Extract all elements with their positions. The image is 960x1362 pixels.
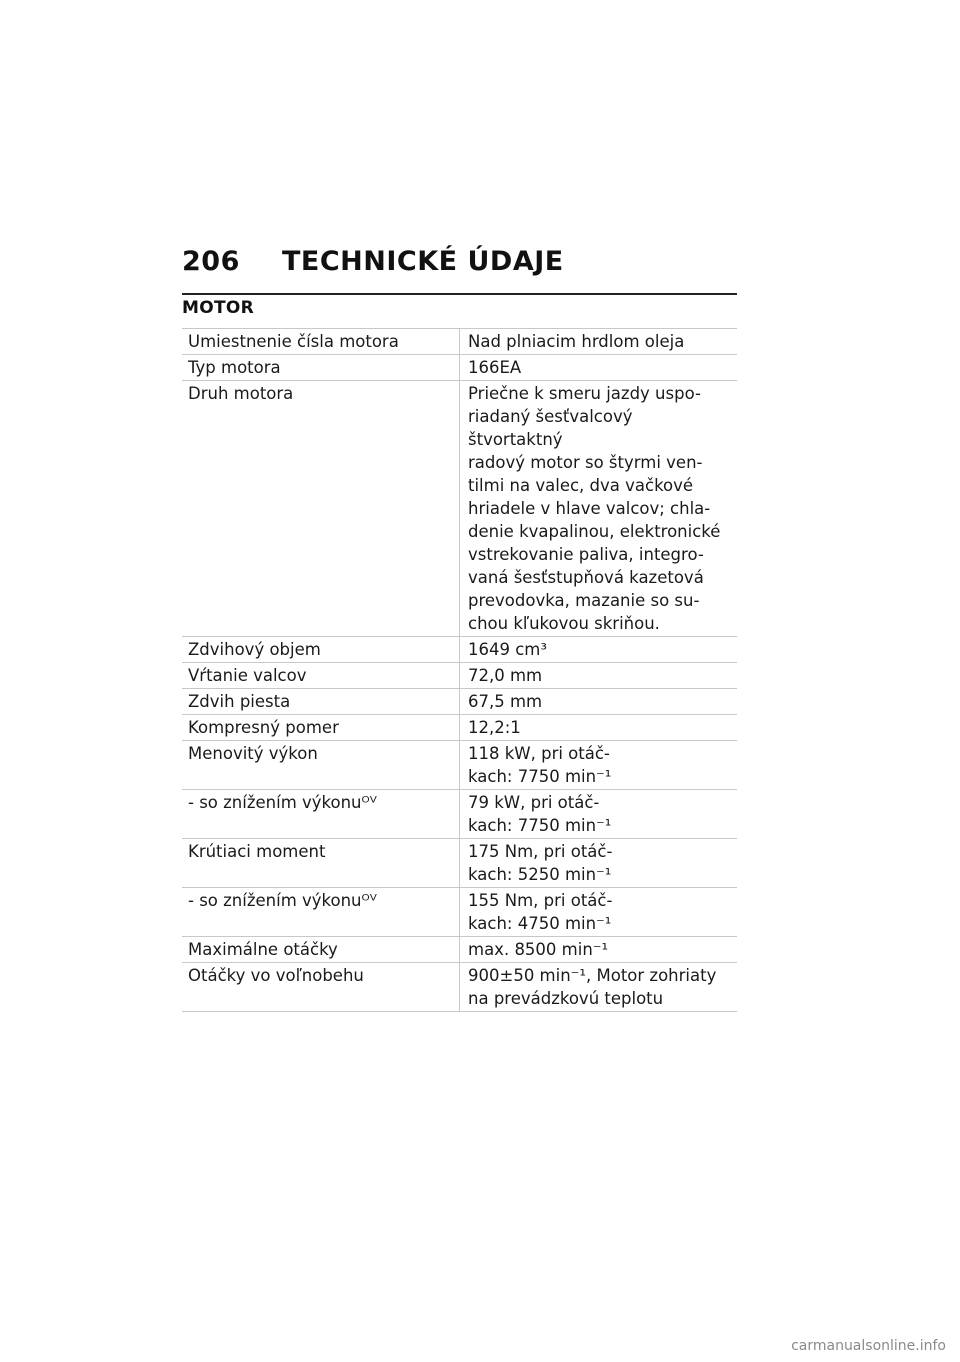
spec-table-body bbox=[182, 329, 737, 1012]
spec-label: - so znížením výkonuᴼⱽ bbox=[182, 888, 460, 937]
spec-value: 155 Nm, pri otáč- kach: 4750 min⁻¹ bbox=[460, 888, 738, 937]
table-row bbox=[182, 888, 737, 937]
table-row bbox=[182, 689, 737, 715]
spec-label: Vŕtanie valcov bbox=[182, 663, 460, 689]
spec-label: Krútiaci moment bbox=[182, 839, 460, 888]
spec-label: Otáčky vo voľnobehu bbox=[182, 963, 460, 1012]
page-header bbox=[182, 246, 737, 277]
table-row bbox=[182, 790, 737, 839]
watermark: carmanualsonline.info bbox=[791, 1338, 946, 1354]
table-row bbox=[182, 329, 737, 355]
spec-label: Kompresný pomer bbox=[182, 715, 460, 741]
spec-value: 175 Nm, pri otáč- kach: 5250 min⁻¹ bbox=[460, 839, 738, 888]
spec-value: 72,0 mm bbox=[460, 663, 738, 689]
spec-value: Nad plniacim hrdlom oleja bbox=[460, 329, 738, 355]
table-row bbox=[182, 741, 737, 790]
table-row bbox=[182, 937, 737, 963]
section-divider bbox=[182, 293, 737, 295]
spec-label: Umiestnenie čísla motora bbox=[182, 329, 460, 355]
spec-value: 12,2:1 bbox=[460, 715, 738, 741]
table-row bbox=[182, 963, 737, 1012]
spec-label: Maximálne otáčky bbox=[182, 937, 460, 963]
spec-label: Zdvihový objem bbox=[182, 637, 460, 663]
table-row bbox=[182, 637, 737, 663]
page-number: 206 bbox=[182, 246, 240, 277]
spec-value: 79 kW, pri otáč- kach: 7750 min⁻¹ bbox=[460, 790, 738, 839]
spec-value: 166EA bbox=[460, 355, 738, 381]
spec-value: 118 kW, pri otáč- kach: 7750 min⁻¹ bbox=[460, 741, 738, 790]
spec-table bbox=[182, 328, 737, 1012]
spec-value: max. 8500 min⁻¹ bbox=[460, 937, 738, 963]
spec-label: Zdvih piesta bbox=[182, 689, 460, 715]
spec-label: Druh motora bbox=[182, 381, 460, 637]
spec-label: - so znížením výkonuᴼⱽ bbox=[182, 790, 460, 839]
spec-value: 900±50 min⁻¹, Motor zohriaty na prevádzkovú teplotu bbox=[460, 963, 738, 1012]
spec-value: 67,5 mm bbox=[460, 689, 738, 715]
table-row bbox=[182, 381, 737, 637]
page-title: TECHNICKÉ ÚDAJE bbox=[282, 246, 564, 277]
table-row bbox=[182, 663, 737, 689]
spec-label: Menovitý výkon bbox=[182, 741, 460, 790]
spec-label: Typ motora bbox=[182, 355, 460, 381]
table-row bbox=[182, 839, 737, 888]
spec-value: 1649 cm³ bbox=[460, 637, 738, 663]
spec-value: Priečne k smeru jazdy uspo- riadaný šesťvalcový štvortaktný radový motor so štyrmi ven- tilmi na valec, dva vačkové hriadele v hlave valcov; chla- denie kvapalinou, elektronické vstrekovanie paliva, integro- vaná šesťstupňová kazetová prevodovka, mazanie so su- chou kľukovou skriňou. bbox=[460, 381, 738, 637]
table-row bbox=[182, 715, 737, 741]
section-title: MOTOR bbox=[182, 298, 255, 318]
table-row bbox=[182, 355, 737, 381]
